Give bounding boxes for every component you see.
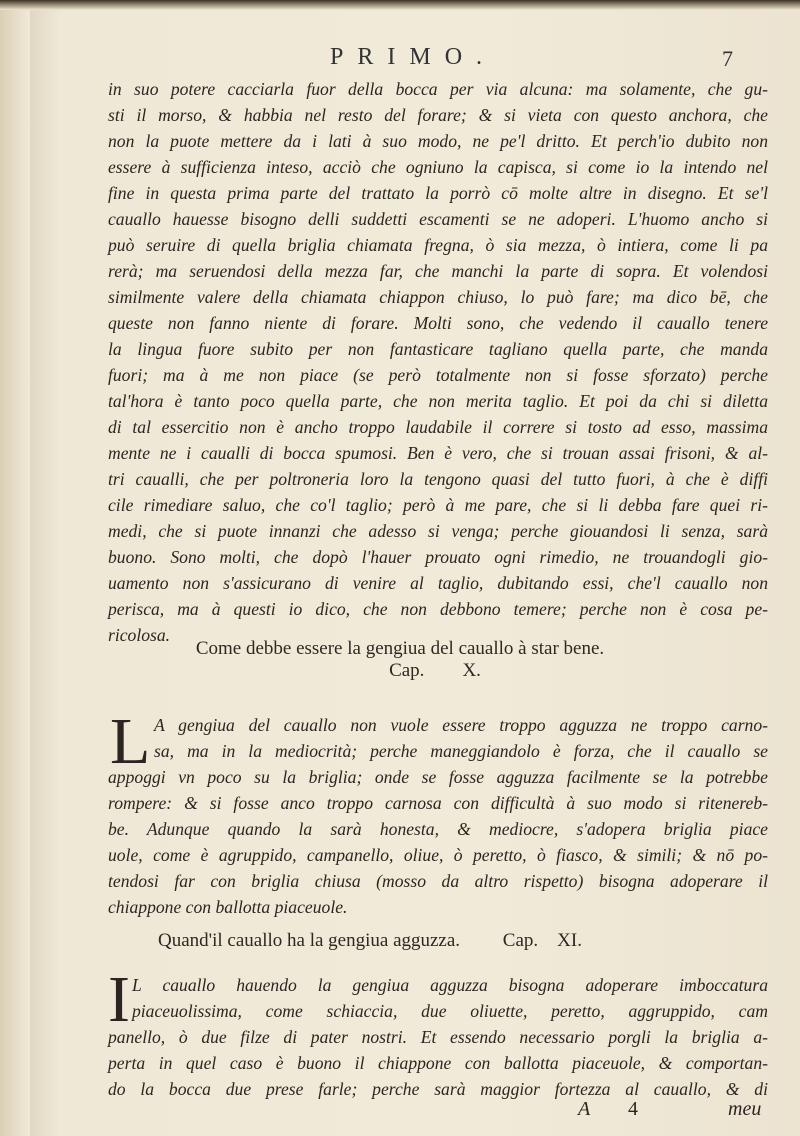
text-line: la lingua fuore subito per non fantasticare tagliano quella parte, che manda: [108, 339, 768, 359]
binding-shadow: [30, 0, 60, 1136]
text-line: perta in quel caso è buono il chiappone con ballotta piaceuole, & comportan-: [108, 1053, 768, 1073]
chapter-10-cap-label: Cap.: [389, 660, 425, 681]
text-line: panello, ò due filze di pater nostri. Et essendo necessario porgli la briglia a-: [108, 1027, 768, 1047]
text-line: appoggi vn poco su la briglia; onde se fosse agguzza facilmente se la potrebbe: [108, 767, 768, 787]
text-line: cile rimediare saluo, che co'l taglio; però à me pare, che si li debba fare quei ri-: [108, 495, 768, 515]
text-line: be. Adunque quando la sarà honesta, & mediocre, s'adopera briglia piace: [108, 819, 768, 839]
text-line: non la puote mettere da i lati à suo modo, ne pe'l dritto. Et perch'io dubito non: [108, 131, 768, 151]
chapter-11-cap-label: Cap.: [502, 930, 539, 951]
chapter-11-title: Quand'il cauallo ha la gengiua agguzza.: [158, 930, 461, 951]
text-line: mente ne i caualli di bocca spumosi. Ben è vero, che si trouan assai frisoni, & al-: [108, 443, 768, 463]
chapter-10-heading: [0, 638, 800, 682]
text-line: perisca, ma à questi io dico, che non debbono temere; perche non è cosa pe-: [108, 599, 768, 619]
text-line: L cauallo hauendo la gengiua agguzza bisogna adoperare imboccatura: [132, 975, 768, 995]
text-line: tri caualli, che per poltroneria loro la tengono quasi del tutto fuori, à che è diffi: [108, 469, 768, 489]
text-line: ricolosa.: [108, 625, 171, 645]
section-1-text: [108, 76, 768, 648]
text-line: do la bocca due prese farle; perche sarà maggior fortezza al cauallo, & di: [108, 1079, 768, 1099]
text-line: rompere: & si fosse anco troppo carnosa con difficultà à suo modo si ritenereb-: [108, 793, 768, 813]
chapter-10-title: Come debbe essere la gengiua del cauallo à star bene.: [195, 638, 605, 659]
chapter-11-text: [108, 1024, 768, 1102]
text-line: A gengiua del cauallo non vuole essere troppo agguzza ne troppo carno-: [154, 715, 768, 735]
text-line: uamento non s'assicurano di venire al taglio, dubitando essi, che'l cauallo non: [108, 573, 768, 593]
chapter-11-text-indented: [132, 972, 768, 1024]
text-line: medi, che si puote innanzi che adesso si venga; perche giouandosi li senza, sarà: [108, 521, 768, 541]
text-line: queste non fanno niente di forare. Molti sono, che vedendo il cauallo tenere: [108, 313, 768, 333]
running-head: [0, 44, 800, 78]
text-line: di tal essercitio non è ancho troppo laudabile il correre si tosto ad esso, massima: [108, 417, 768, 437]
chapter-10-cap-number: X.: [462, 660, 481, 681]
text-line: tendosi far con briglia chiusa (mosso da altro rispetto) bisogna adoperare il: [108, 871, 768, 891]
text-line: essere à sufficienza inteso, acciò che ogniuno la capisca, si come io la intendo nel: [108, 157, 768, 177]
text-line: uole, come è agruppido, campanello, oliue, ò peretto, ò fiasco, & simili; & nō po-: [108, 845, 768, 865]
text-line: piaceuolissima, come schiaccia, due oliuette, peretto, aggruppido, cam: [132, 1001, 768, 1021]
text-line: similmente valere della chiamata chiappon chiuso, lo può fare; ma dico bē, che: [108, 287, 768, 307]
chapter-10-dropcap: L: [110, 705, 151, 778]
page-number: 7: [722, 46, 733, 71]
text-line: chiappone con ballotta piaceuole.: [108, 897, 348, 917]
text-line: tal'hora è tanto poco quella parte, che non merita taglio. Et poi da chi si diletta: [108, 391, 768, 411]
running-title: PRIMO.: [330, 44, 497, 70]
page-footer: [108, 1098, 768, 1128]
chapter-10-text: [108, 764, 768, 920]
text-line: può seruire di quella briglia chiamata fregna, ò sia mezza, ò intiera, come li pa: [108, 235, 768, 255]
signature-mark: A: [578, 1098, 591, 1120]
text-line: in suo potere cacciarla fuor della bocca per via alcuna: ma solamente, che gu-: [108, 79, 768, 99]
text-line: fine in questa prima parte del trattato la porrò cō molte altre in disegno. Et se'l: [108, 183, 768, 203]
text-line: rerà; ma seruendosi della mezza far, che manchi la parte di sopra. Et volendosi: [108, 261, 768, 281]
signature-number: 4: [628, 1098, 638, 1120]
catchword: meu: [728, 1098, 762, 1120]
text-line: fuori; ma à me non piace (se però totalmente non si fosse sforzato) perche: [108, 365, 768, 385]
chapter-11-dropcap: I: [108, 963, 130, 1036]
chapter-10-text-indented: [154, 712, 768, 764]
text-line: cauallo hauesse bisogno delli suddetti escamenti se ne adoperi. L'huomo ancho si: [108, 209, 768, 229]
page-top-edge: [0, 0, 800, 10]
chapter-11-cap-number: XI.: [557, 930, 582, 951]
text-line: sti il morso, & habbia nel resto del forare; & si vieta con questo anchora, che: [108, 105, 768, 125]
chapter-11-heading: [0, 930, 770, 952]
text-line: sa, ma in la mediocrità; perche maneggiandolo è forza, che il cauallo se: [154, 741, 768, 761]
text-line: buono. Sono molti, che dopò l'hauer prouato ogni rimedio, ne trouandogli gio-: [108, 547, 768, 567]
